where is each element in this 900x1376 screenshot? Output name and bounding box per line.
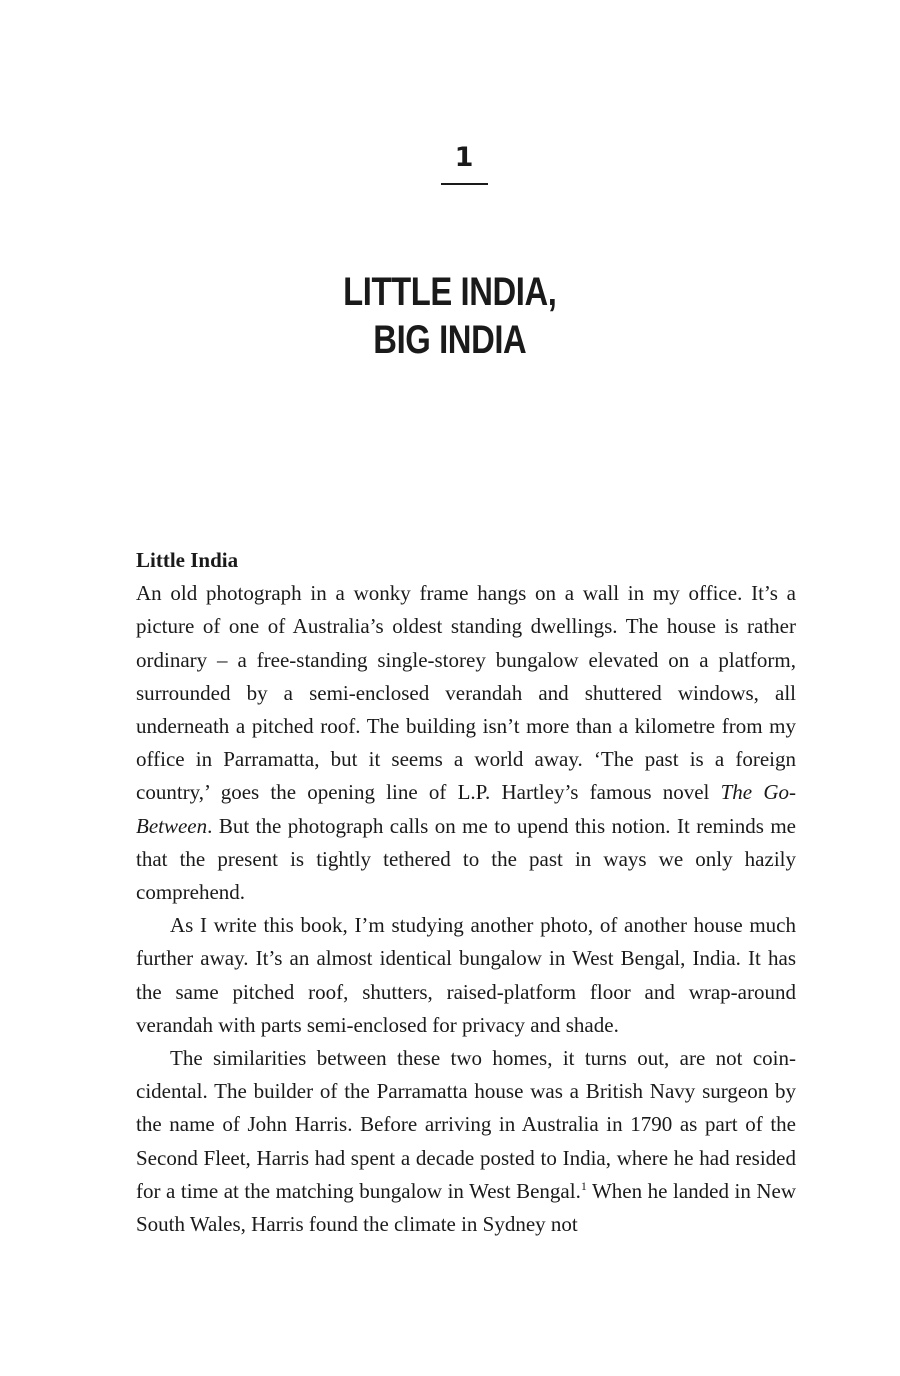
paragraph-3-text-end: When he landed in New South Wales, Harris found the climate in Sydney not xyxy=(136,1178,797,1237)
chapter-title xyxy=(81,268,819,364)
paragraph-1-text-end: . But the photograph calls on me to upend this notion. It reminds me that the present is tightly tethered to the past in ways we only hazily comprehend. xyxy=(136,813,796,905)
paragraph-2: As I write this book, I’m studying another photo, of another house much further away. It’s an almost identical bungalow in West Bengal, India. It has the same pitched roof, shutters, raised-platform floor and wrap-around verandah with parts semi-enclosed for privacy and shade. xyxy=(136,913,796,1037)
chapter-title-line-2: BIG INDIA xyxy=(373,318,527,362)
chapter-number: 1 xyxy=(454,142,474,173)
paragraph-1-text: An old photograph in a wonky frame hangs on a wall in my office. It’s a picture of one of Australia’s oldest standing dwellings. The house is rather ordinary – a free-standing single-storey bungalow elevated on a platform, surrounded by a semi-enclosed verandah and shuttered windows, all underneath a pitched roof. The building isn’t more than a kilometre from my office in Parramatta, but it seems a world away. ‘The past is a foreign country,’ goes the opening line of L.P. Hartley’s famous novel xyxy=(136,581,796,805)
section-heading: Little India xyxy=(136,548,239,572)
book-title-italic: The Go-Between xyxy=(136,780,796,838)
body-text xyxy=(136,544,796,1241)
paragraph-1 xyxy=(136,577,796,909)
footnote-marker: 1 xyxy=(580,1178,587,1193)
chapter-title-line-1: LITTLE INDIA, xyxy=(343,270,557,314)
chapter-number-rule xyxy=(441,183,488,185)
paragraph-3-text: The similarities between these two homes, it turns out, are not coincidental. The builder of the Parramatta house was a British Navy surgeon by the name of John Harris. Before arriving in Australia in 1790 as part of the Second Fleet, Harris had spent a decade posted to India, where he had resided for a time at the matching bungalow in West Bengal. xyxy=(136,1046,796,1203)
paragraph-3 xyxy=(136,1042,796,1241)
